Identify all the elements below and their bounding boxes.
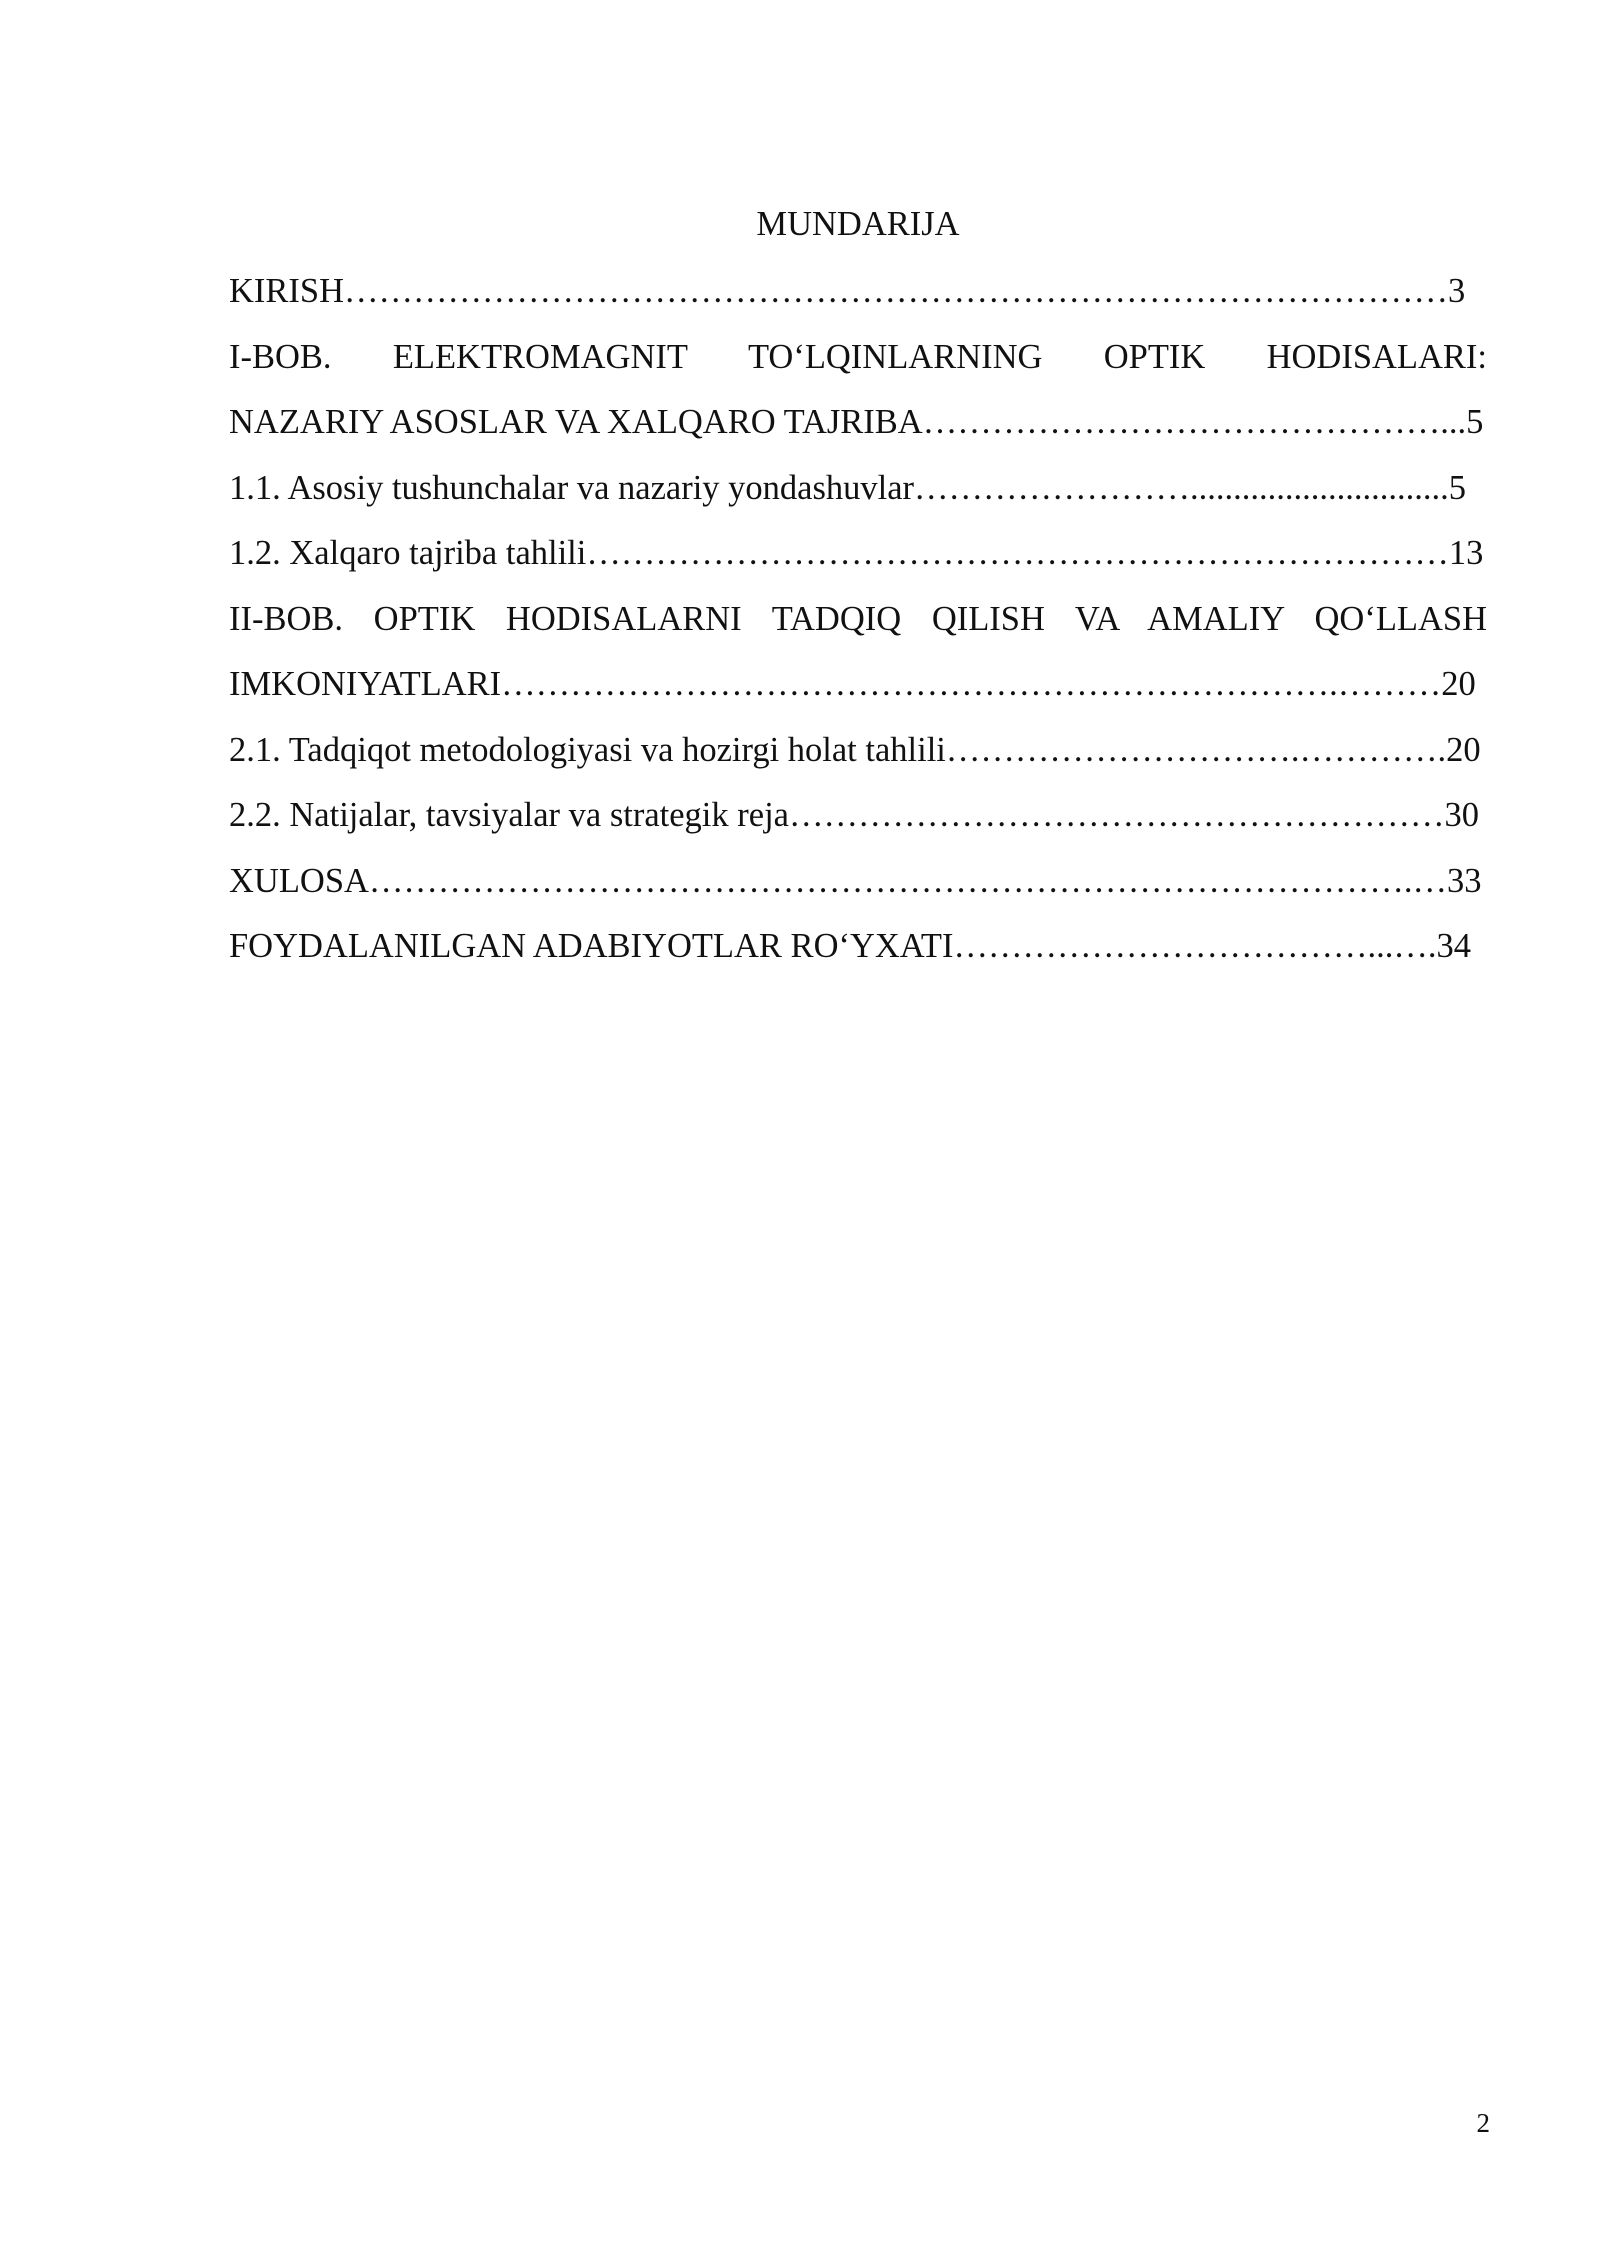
toc-entry-chapter-1-subtitle: NAZARIY ASOSLAR VA XALQARO TAJRIBA………………………………………...5	[229, 403, 1484, 441]
toc-entry-section-2-2: 2.2. Natijalar, tavsiyalar va strategik reja…………………………………………………30	[229, 796, 1479, 834]
toc-entry-references: FOYDALANILGAN ADABIYOTLAR RO‘YXATI………………………………...….34	[229, 927, 1471, 965]
toc-entry-section-1-2: 1.2. Xalqaro tajriba tahlili…………………………………………………………………13	[229, 534, 1484, 572]
page-number: 2	[1476, 2108, 1490, 2138]
toc-entry-xulosa: XULOSA……………………………………………………………………………….…33	[229, 861, 1482, 900]
toc-entry-kirish: KIRISH……………………………………………………………………………………3	[229, 272, 1466, 310]
table-of-contents	[229, 197, 1487, 980]
toc-heading: MUNDARIJA	[756, 205, 960, 243]
toc-entry-chapter-2-subtitle: IMKONIYATLARI……………………………………………………………….………20	[229, 665, 1476, 703]
toc-entry-chapter-1-title: I-BOB. ELEKTROMAGNIT TO‘LQINLARNING OPTIK HODISALARI:	[229, 337, 1487, 376]
toc-entry-chapter-2-title: II-BOB. OPTIK HODISALARNI TADQIQ QILISH VA AMALIY QO‘LLASH	[229, 599, 1487, 638]
toc-entry-section-2-1: 2.1. Tadqiqot metodologiyasi va hozirgi holat tahlili………………………….………….20	[229, 730, 1481, 769]
toc-entry-section-1-1: 1.1. Asosiy tushunchalar va nazariy yondashuvlar……………………..............................5	[229, 468, 1467, 507]
